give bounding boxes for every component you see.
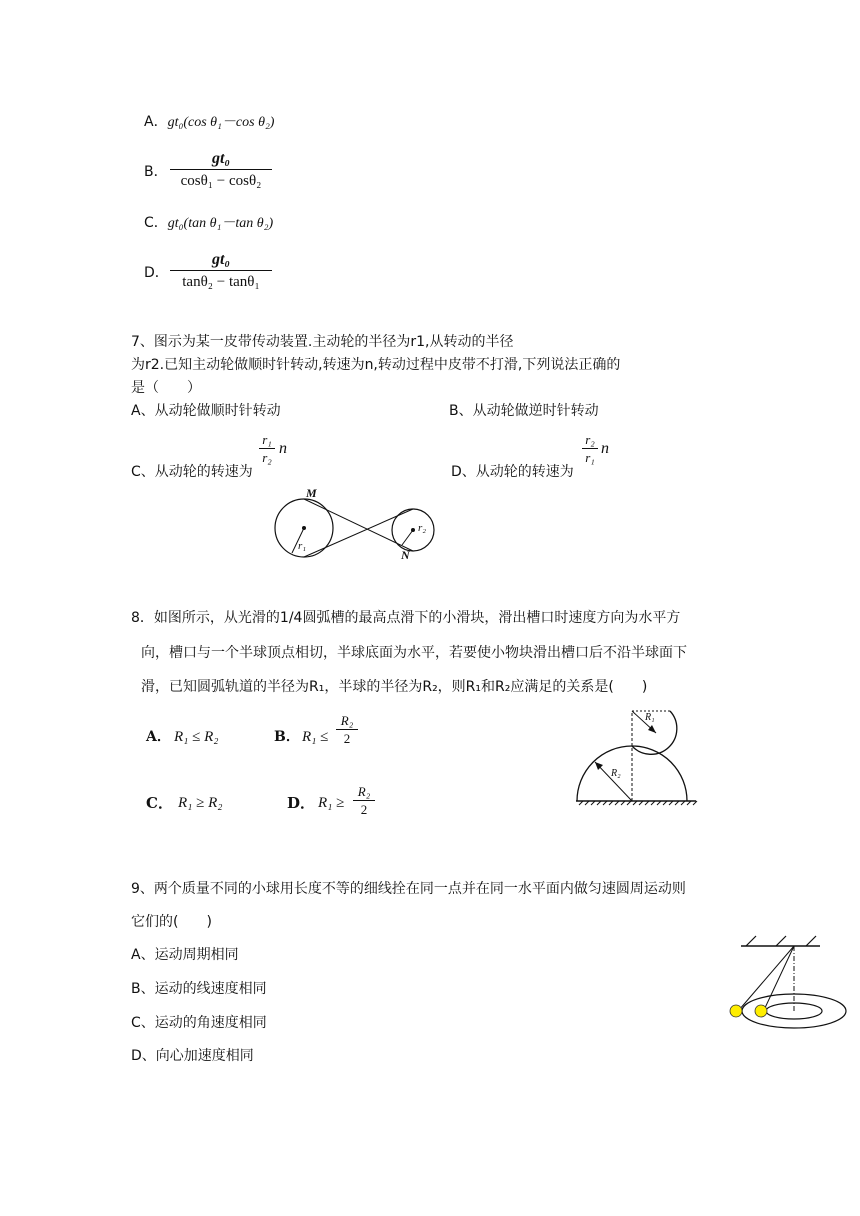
q8-option-c-label: C．	[146, 794, 173, 812]
q6-option-c-label: C．	[144, 215, 168, 231]
q6-option-b-label: B．	[144, 164, 168, 180]
q7-fig-label-n: N	[401, 548, 410, 562]
string-long	[739, 946, 794, 1010]
q9-option-b: B、运动的线速度相同	[131, 981, 267, 997]
q8-fig-label-r1: R₁	[645, 712, 655, 723]
q9-option-a: A、运动周期相同	[131, 947, 239, 963]
q6-option-a-expr: gt₀(cos θ₁－cos θ₂)	[167, 115, 275, 130]
q8-stem-line1: 8．如图所示，从光滑的1/4圆弧槽的最高点滑下的小滑块，滑出槽口时速度方向为水平方	[131, 610, 681, 626]
q8-option-d-denominator: 2	[360, 802, 368, 817]
q7-option-c-denominator: r₂	[262, 450, 272, 465]
q8-stem-line3: 滑，已知圆弧轨道的半径为R₁，半球的半径为R₂，则R₁和R₂应满足的关系是( )	[141, 679, 648, 695]
ball-outer	[730, 1005, 742, 1017]
q9-option-d: D、向心加速度相同	[131, 1048, 254, 1064]
q8-option-d-numerator: R₂	[357, 784, 371, 799]
q9-stem-line1: 9、两个质量不同的小球用长度不等的细线拴在同一点并在同一水平面内做匀速圆周运动则	[131, 881, 686, 897]
q6-option-d-denominator: tanθ₂ − tanθ₁	[182, 274, 260, 290]
q7-option-d: D、从动轮的转速为	[451, 464, 574, 480]
q6-option-d-numerator: gt₀	[211, 251, 231, 268]
q7-stem-line2: 为r2.已知主动轮做顺时针转动,转速为n,转动过程中皮带不打滑,下列说法正确的	[131, 357, 621, 373]
q9-stem-line2: 它们的( )	[131, 914, 212, 930]
q7-fig-label-r1: r₁	[298, 540, 307, 552]
q7-fig-label-m: M	[306, 486, 317, 500]
q7-fig-label-r2: r₂	[418, 522, 427, 534]
q6-option-a-label: A．	[144, 114, 168, 130]
q7-option-d-denominator: r₁	[585, 450, 595, 465]
ceiling-hatch	[746, 936, 816, 946]
q8-option-b-expr: R₁ ≤	[302, 729, 329, 745]
ball-inner	[755, 1005, 767, 1017]
q8-option-a-expr: R₁ ≤ R₂	[174, 729, 219, 745]
q6-option-b-numerator: gt₀	[211, 150, 231, 167]
q7-option-c-numerator: r₁	[262, 432, 272, 447]
q8-fig-label-r2: R₂	[611, 768, 621, 779]
q7-stem-line3: 是（ ）	[131, 380, 201, 396]
q7-option-d-numerator: r₂	[585, 432, 595, 447]
q8-option-c-expr: R₁ ≥ R₂	[178, 795, 223, 811]
q6-option-b-denominator: cosθ₁ − cosθ₂	[180, 173, 262, 189]
q7-option-c: C、从动轮的转速为	[131, 464, 253, 480]
q8-stem-line2: 向，槽口与一个半球顶点相切，半球底面为水平，若要使小物块滑出槽口后不沿半球面下	[141, 645, 687, 661]
q9-option-c: C、运动的角速度相同	[131, 1015, 267, 1031]
q7-option-d-n: n	[601, 440, 609, 457]
q8-option-a-label: A．	[146, 729, 171, 745]
q8-option-d-expr: R₁ ≥	[318, 795, 345, 811]
q8-option-b-label: B．	[274, 729, 300, 745]
q7-option-c-n: n	[279, 440, 287, 457]
q8-option-b-denominator: 2	[343, 731, 351, 746]
q7-option-b: B、从动轮做逆时针转动	[449, 403, 599, 419]
q7-stem-line1: 7、图示为某一皮带传动装置.主动轮的半径为r1,从转动的半径	[131, 334, 514, 350]
q8-option-b-numerator: R₂	[340, 713, 354, 728]
q7-option-a: A、从动轮做顺时针转动	[131, 403, 281, 419]
q6-option-c-expr: gt₀(tan θ₁－tan θ₂)	[167, 216, 274, 231]
string-short	[764, 946, 794, 1010]
q8-option-d-label: D．	[287, 794, 316, 812]
q6-option-d-label: D．	[144, 265, 169, 281]
